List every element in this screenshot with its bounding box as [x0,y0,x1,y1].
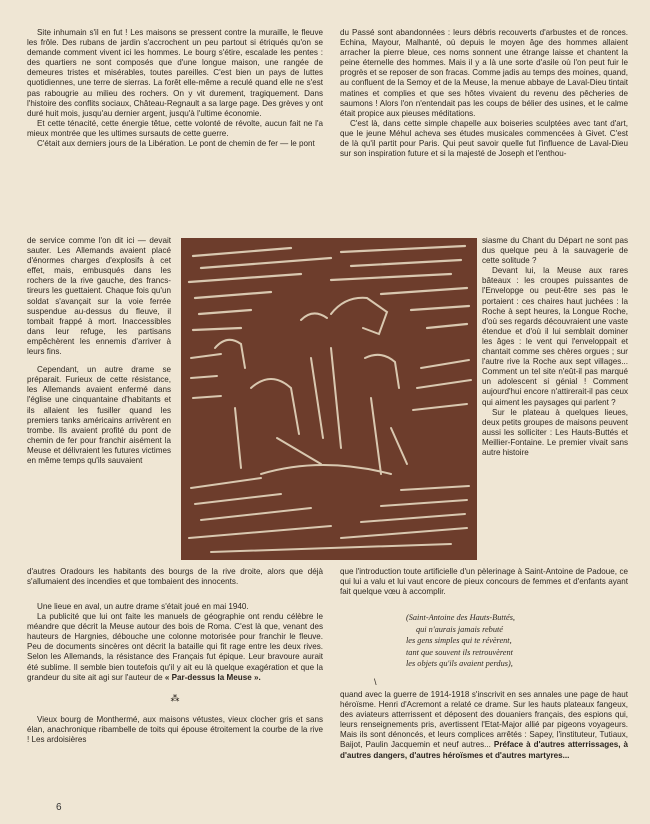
left-column-bottom [27,602,323,745]
paragraph: La publicité que lui ont faite les manuels de géographie ont rendu célèbre le méandre que décrit la Meuse autour des bois de Roma. C'est là que, venant des hauteurs de Hargnies, débouche une colonne motorisée pour franchir le fleuve. Peu de documents sincères ont décrit la bataille qui fit rage entre les deux rives. Selon les Allemands, la résistance des Français fut épique. Leur bravoure aurait été sublime. Il semble bien toutefois qu'il y ait eu là quelque exagération et que la grandeur du site ait agi sur l'auteur de [27,612,323,682]
paragraph: Devant lui, la Meuse aux rares bâteaux : les croupes puissantes de l'Envelopge ou peut-être ses pas le portaient : ces chaires haut juchées : la Roche à sept heures, la Longue Roche, d'où ses regards découvraient une vaste étendue et d'où il lui semblait dominer les âges : le vent qui l'enveloppait et chantait comme ses chères orgues ; sur l'autre rive la Roche aux sept villages... Comment un tel site n'eût-il pas marqué un adolescent si génial ! Comment aujourd'hui encore n'attirerait-il pas ceux qui aiment les paysages qui parlent ? [482,266,628,407]
paragraph: Et cette ténacité, cette énergie têtue, cette volonté de révolte, aucun fait ne l'a mieux montrée que les ultimes sursauts de cette guerre. [27,118,323,138]
verse-line: les objets qu'ils avaient perdus), [406,659,513,668]
paragraph: que l'introduction toute artificielle d'un pèlerinage à Saint-Antoine de Padoue, ce qui lui a valu et lui vaut encore de pieux concours de femmes et d'enfants ayant fait quelque vœu à accomplir. [340,567,628,597]
quoted-verse [406,612,606,670]
page-number: 6 [56,802,62,813]
paragraph: Cependant, un autre drame se préparait. Furieux de cette résistance, les Allemands avaient enfermé dans l'église une cinquantaine d'habitants et ils allaient les fusiller quand les premiers tanks américains arrivèrent en trombe. Ils avaient profité du pont de chemin de fer pour franchir aisément la Meuse et délivraient les futures victimes en même temps qu'ils sauvaient [27,365,171,465]
woodcut-illustration [181,238,477,560]
right-column-top [340,28,628,159]
paragraph: Vieux bourg de Monthermé, aux maisons vétustes, vieux clocher gris et sans élan, anachronique ribambelle de toits qui épouse étroitement la courbe de la rive ! Les ardoisières [27,714,323,745]
left-column-beside-illustration [27,236,171,466]
verse-line: les gens simples qui te révèrent, [406,636,512,645]
paragraph: siasme du Chant du Départ ne sont pas dus quelque peu à la sauvagerie de cette solitude ? [482,236,628,266]
paragraph: C'est là, dans cette simple chapelle aux boiseries sculptées avec tant d'art, que le jeune Méhul acheva ses études musicales commencées à Givet. C'est de là qu'il partit pour Paris. Qui peut savoir quelle fut l'influence de Laval-Dieu sur son inspiration future et si la majesté de Joseph et l'enthou- [340,118,628,159]
right-column-bottom [340,690,628,761]
closing-sentence: Préface à d'autres atterrissages, à d'autres dangers, d'autres héroïsmes et d'autres martyres... [340,740,628,760]
full-width-text-row [27,567,628,597]
paragraph: Site inhumain s'il en fut ! Les maisons se pressent contre la muraille, le fleuve les frôle. Des rubans de jardin s'accrochent un peu partout si étriqués qu'on se demande comment vivent ici les hommes. Le bourg s'étire, escalade les pentes : des quartiers ne sont composés que d'une longue maison, une rangée de demeures tristes et misérables, toutes pareilles. C'est bien un pays de luttes quotidiennes, une terre de sierras. La forêt elle-même a reculé quand elle ne s'est pas rabougrie au milieu des rochers. On y vit durement, tragiquement. Dans l'histoire des conflits sociaux, Château-Regnault a sa large page. Des grèves y ont duré huit mois, jusqu'au dernier argent, jusqu'à l'ultime économie. [27,28,323,118]
left-column-top [27,28,323,149]
paragraph: quand avec la guerre de 1914-1918 s'inscrivit en ses annales une page de haut héroïsme. Henri d'Acremont a relaté ce drame. Sur les hauts plateaux fangeux, des aviateurs atterrissent et déposent des douaniers français, des espions qui, leurs renseignements pris, avertissent l'Etat-Major allié par pigeons voyageurs. Mais ils sont dénoncés, et leurs complices arrêtés : Sapey, l'instituteur, Tutiaux, Baijot, Paulin Jacquemin et neuf autres... [340,690,628,750]
paragraph: de service comme l'on dit ici — devait sauter. Les Allemands avaient placé d'énormes charges d'explosifs à cet effet, mais, embusqués dans les rochers de la rive gauche, des francs-tireurs les guettaient. Chaque fois qu'un soldat s'avançait sur la voie ferrée suspendue au-dessus du fleuve, il tombait frappé à mort. Inaccessibles dans leur refuge, les partisans empêchèrent les ennemis d'arriver à leurs fins. [27,236,171,357]
woodcut-horse-and-riders-image [181,238,477,560]
paragraph: du Passé sont abandonnées : leurs débris recouverts d'arbustes et de ronces. Echina, Mayour, Malhanté, où depuis le moyen âge des hommes allaient arracher la pierre bleue, ces noms sonnent une étrange laisse et chantent la peine éternelle des hommes. Mais il y a là une sorte d'asile où l'on peut fuir le progrès et se reposer de son fracas. Comme jadis au temps des moines, quand, au confluent de la Semoy et de la Meuse, la menue abbaye de Laval-Dieu tintait matines et complies et que ses hôtes vivaient du revenu des pêcheries de saumons ! Alors l'on n'entendait pas les coups de bélier des usines, et le calme était propice aux pieuses méditations. [340,28,628,118]
paragraph: Sur le plateau à quelques lieues, deux petits groupes de maisons peuvent aussi les solliciter : Les Hauts-Buttés et Meillier-Fontaine. Le premier vivait sans autre histoire [482,407,628,457]
section-separator: ⁂ [170,692,180,703]
book-title: « Par-dessus la Meuse ». [164,672,261,682]
paragraph: Une lieue en aval, un autre drame s'était joué en mai 1940. [37,602,249,611]
verse-line: (Saint-Antoine des Hauts-Buttés, [406,613,515,622]
paragraph: C'était aux derniers jours de la Libération. Le pont de chemin de fer — le pont [37,139,315,149]
verse-line: tant que souvent ils retrouvèrent [406,647,513,657]
stray-mark: \ [374,677,377,687]
paragraph: d'autres Oradours les habitants des bourgs de la rive droite, alors que déjà s'allumaient des incendies et que tombaient des innocents. [27,567,323,587]
right-column-beside-illustration [482,236,628,458]
verse-line: qui n'aurais jamais rebuté [416,624,503,634]
